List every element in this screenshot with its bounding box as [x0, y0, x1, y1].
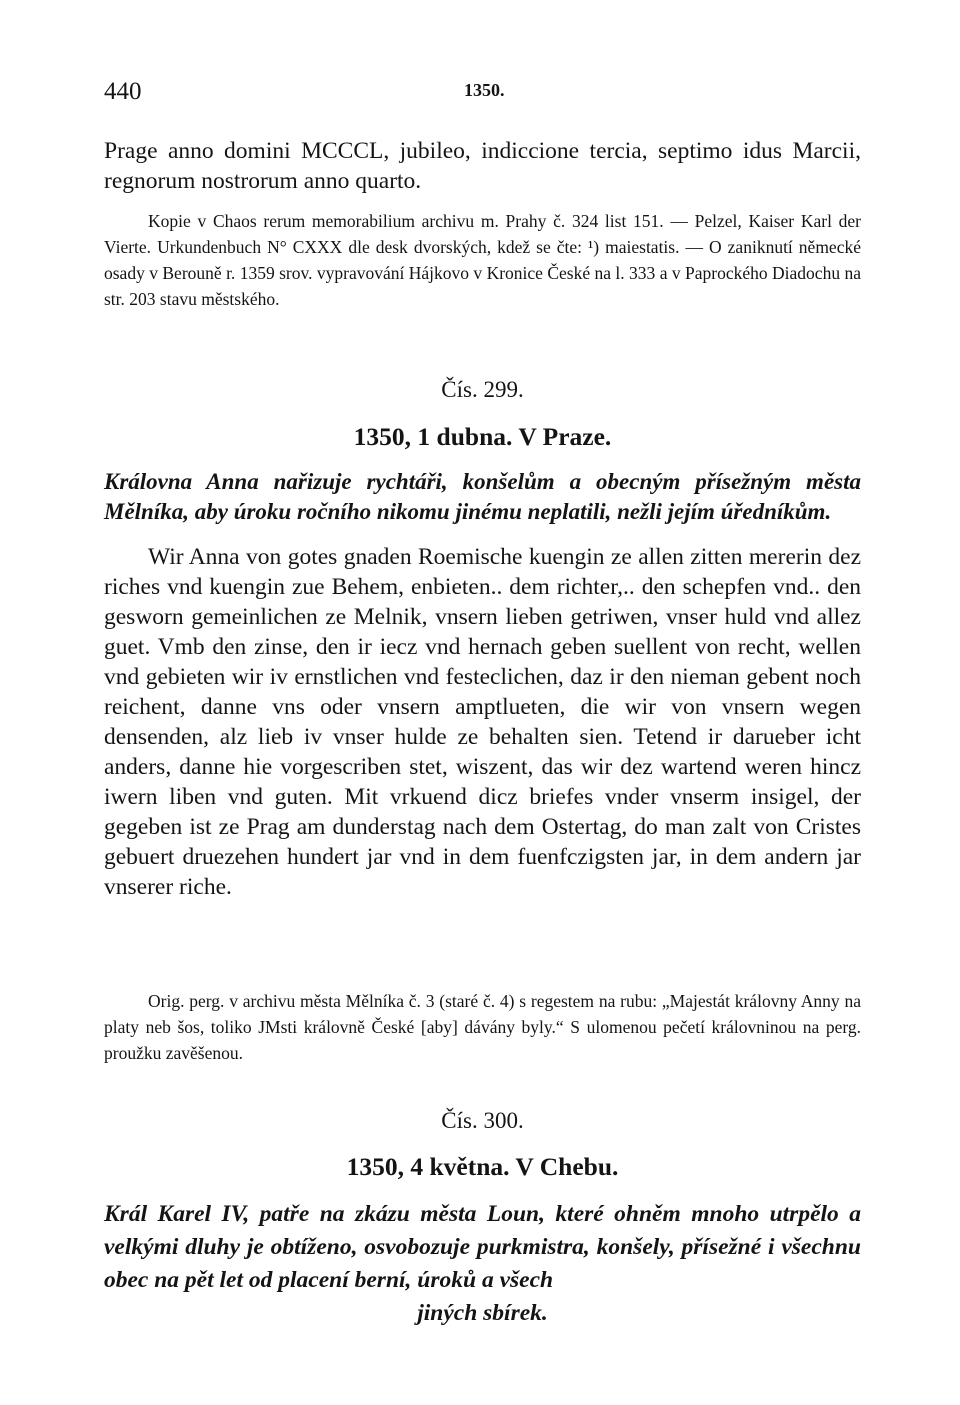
page-header	[104, 78, 864, 108]
regest: Královna Anna nařizuje rychtáři, konšelům a obecným přísežným města Mělníka, aby úroku ročního nikomu jinému neplatili, nežli jejím úředníkům.	[104, 469, 861, 524]
date-heading: 1350, 1 dubna. V Praze.	[353, 422, 612, 451]
document-number: Čís. 300.	[441, 1108, 524, 1133]
archival-note: Orig. perg. v archivu města Mělníka č. 3 (staré č. 4) s regestem na rubu: „Majestát královny Anny na platy neb šos, toliko JMsti královně České [aby] dávány byly.“ S ulomenou pečetí královninou na perg. proužku zavěšenou.	[104, 991, 861, 1063]
document-298-note-block	[104, 208, 861, 312]
document-298-tail	[104, 136, 861, 196]
document-299-note-block	[104, 988, 861, 1066]
running-head: 1350.	[464, 80, 505, 100]
document-299-regest-block	[104, 467, 861, 527]
document-299-heading-block	[104, 422, 861, 452]
document-299	[104, 377, 861, 403]
document-number: Čís. 299.	[441, 377, 524, 402]
page-number: 440	[104, 78, 142, 105]
regest: Král Karel IV, patře na zkázu města Loun, které ohněm mnoho utrpělo a velkými dluhy je obtíženo, osvobozuje purkmistra, konšely, přísežné i všechnu obec na pět let od placení berní, úroků a všech	[104, 1201, 861, 1293]
document-300-regest-block	[104, 1198, 861, 1330]
document-300-heading-block	[104, 1152, 861, 1182]
date-heading: 1350, 4 května. V Chebu.	[346, 1152, 619, 1181]
document-299-text-block	[104, 542, 861, 902]
document-300	[104, 1108, 861, 1134]
document-text: Wir Anna von gotes gnaden Roemische kuengin ze allen zitten mererin dez riches vnd kuengin zue Behem, enbieten.. dem richter,.. den schepfen vnd.. den gesworn gemeinlichen ze Melnik, vnsern lieben getriwen, vnser huld vnd allez guet. Vmb den zinse, den ir iecz vnd hernach geben suellent von recht, wellen vnd gebieten wir iv ernstlichen vnd festeclichen, daz ir den nieman gebent noch reichent, danne vns oder vnsern amptlueten, die wir von vnsern wegen densenden, alz lieb iv vnser hulde ze behalten sien. Tetend ir darueber icht anders, danne hie vorgescriben stet, wiszent, das wir dez wartend weren hincz iwern liben vnd guten. Mit vrkuend dicz briefes vnder vnserm insigel, der gegeben ist ze Prag am dunderstag nach dem Ostertag, do man zalt von Cristes gebuert druezehen hundert jar vnd in dem fuenfczigsten jar, in dem andern jar vnserer riche.	[104, 544, 861, 900]
regest-last-line: jiných sbírek.	[417, 1300, 548, 1326]
closing-text: Prage anno domini MCCCL, jubileo, indiccione tercia, septimo idus Marcii, regnorum nostrorum anno quarto.	[104, 138, 861, 194]
archival-note: Kopie v Chaos rerum memorabilium archivu m. Prahy č. 324 list 151. — Pelzel, Kaiser Karl der Vierte. Urkundenbuch N° CXXX dle desk dvorských, kdež se čte: ¹) maiestatis. — O zaniknutí německé osady v Berouně r. 1359 srov. vypravování Hájkovo v Kronice České na l. 333 a v Paprockého Diadochu na str. 203 stavu městského.	[104, 211, 861, 309]
